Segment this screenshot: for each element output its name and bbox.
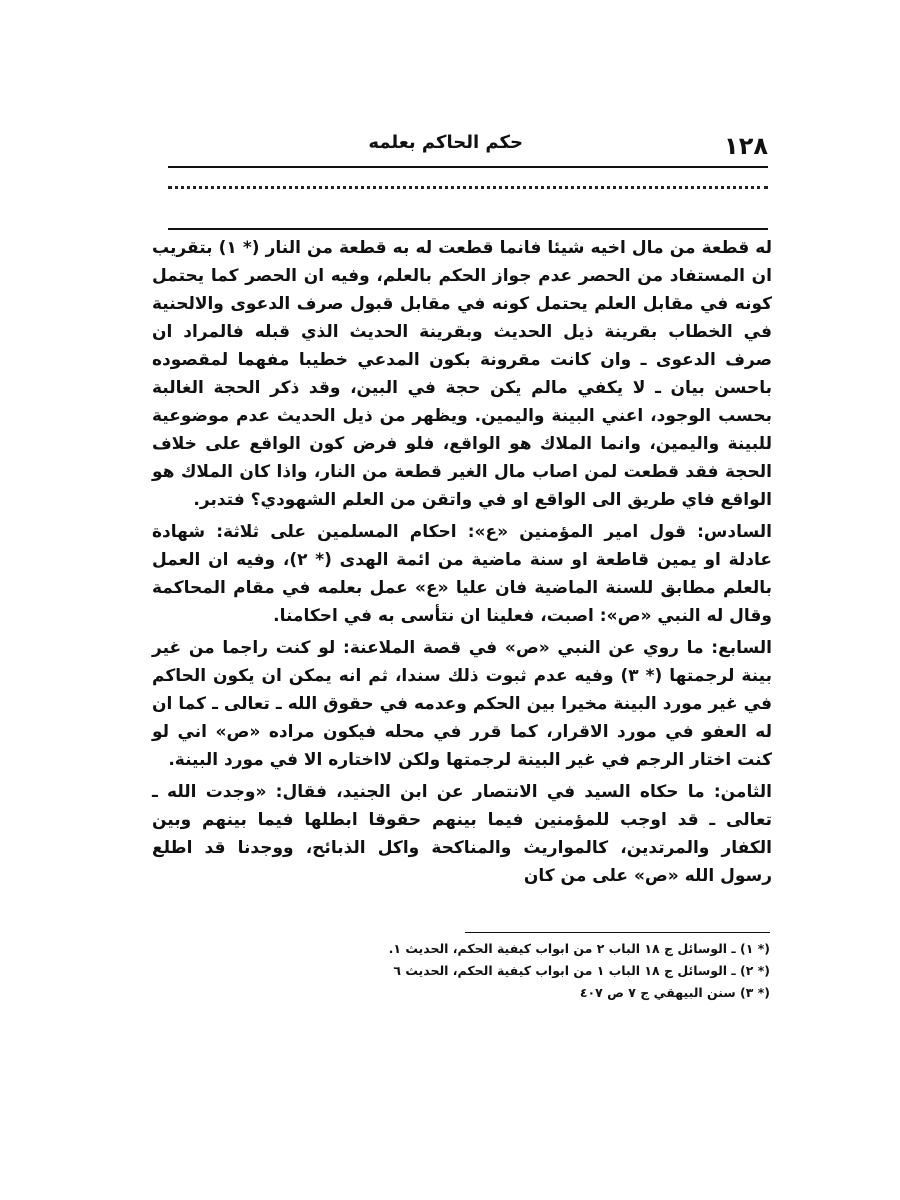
dotted-separator xyxy=(168,186,768,189)
footnote-3: (* ٣) سنن البيهقي ج ٧ ص ٤٠٧ xyxy=(579,985,770,1000)
body-text xyxy=(152,234,772,894)
page-header xyxy=(168,128,768,168)
page-number: ١٢٨ xyxy=(724,132,768,160)
paragraph-4-eighth: الثامن: ما حكاه السيد في الانتصار عن ابن الجنيد، فقال: «وجدت الله ـ تعالى ـ قد اوجب للمؤمنين فيما بينهم حقوقا ابطلها فيما بينهم وبين الكفار والمرتدين، كالمواريث والمناكحة واكل الذبائح، ووجدنا قد اطلع رسول الله «ص» على من كان xyxy=(152,782,772,886)
body-top-rule xyxy=(168,228,768,230)
paragraph-2-sixth: السادس: قول امير المؤمنين «ع»: احكام المسلمين على ثلاثة: شهادة عادلة او يمين قاطعة او سنة ماضية من ائمة الهدى (* ٢)، وفيه ان العمل بالعلم مطابق للسنة الماضية فان عليا «ع» عمل بعلمه في مقام المحاكمة وقال له النبي «ص»: اصبت، فعلينا ان نتأسى به في احكامنا. xyxy=(152,522,772,626)
header-rule xyxy=(168,166,768,168)
running-title: حكم الحاكم بعلمه xyxy=(368,132,523,153)
footnotes xyxy=(300,938,770,1004)
footnote-2: (* ٢) ـ الوسائل ج ١٨ الباب ١ من ابواب كيفية الحكم، الحديث ٦ xyxy=(393,963,770,978)
paragraph-3-seventh: السابع: ما روي عن النبي «ص» في قصة الملاعنة: لو كنت راجما من غير بينة لرجمتها (* ٣) وفيه عدم ثبوت ذلك سندا، ثم انه يمكن ان يكون الحاكم في غير مورد البينة مخيرا بين الحكم وعدمه في حقوق الله ـ تعالى ـ كما ان له العفو في مورد الاقرار، كما قرر في محله فيكون مراده «ص» اني لو كنت اختار الرجم في غير البينة لرجمتها ولكن لااختاره الا في مورد البينة. xyxy=(152,638,773,770)
footnote-rule xyxy=(465,932,770,933)
footnote-1: (* ١) ـ الوسائل ج ١٨ الباب ٢ من ابواب كيفية الحكم، الحديث ١. xyxy=(388,941,770,956)
paragraph-1: له قطعة من مال اخيه شيئا فانما قطعت له به قطعة من النار (* ١) بتقريب ان المستفاد من الحصر عدم جواز الحكم بالعلم، وفيه ان الحصر كما يحتمل كونه في مقابل العلم يحتمل كونه في مقابل قبول صرف الدعوى والالحنية في الخطاب بقرينة ذيل الحديث وبقرينة الحديث الذي قبله فالمراد ان صرف الدعوى ـ وان كانت مقرونة بكون المدعي خطيبا مفهما لمقصوده باحسن بيان ـ لا يكفي مالم يكن حجة في البين، وقد ذكر الحجة الغالبة بحسب الوجود، اعني البينة واليمين. ويظهر من ذيل الحديث عدم موضوعية للبينة واليمين، وانما الملاك هو الواقع، فلو فرض كون الواقع على خلاف الحجة فقد قطعت لمن اصاب مال الغير قطعة من النار، واذا كان الملاك هو الواقع فاي طريق الى الواقع او في واتقن من العلم الشهودي؟ فتدبر. xyxy=(152,238,773,510)
